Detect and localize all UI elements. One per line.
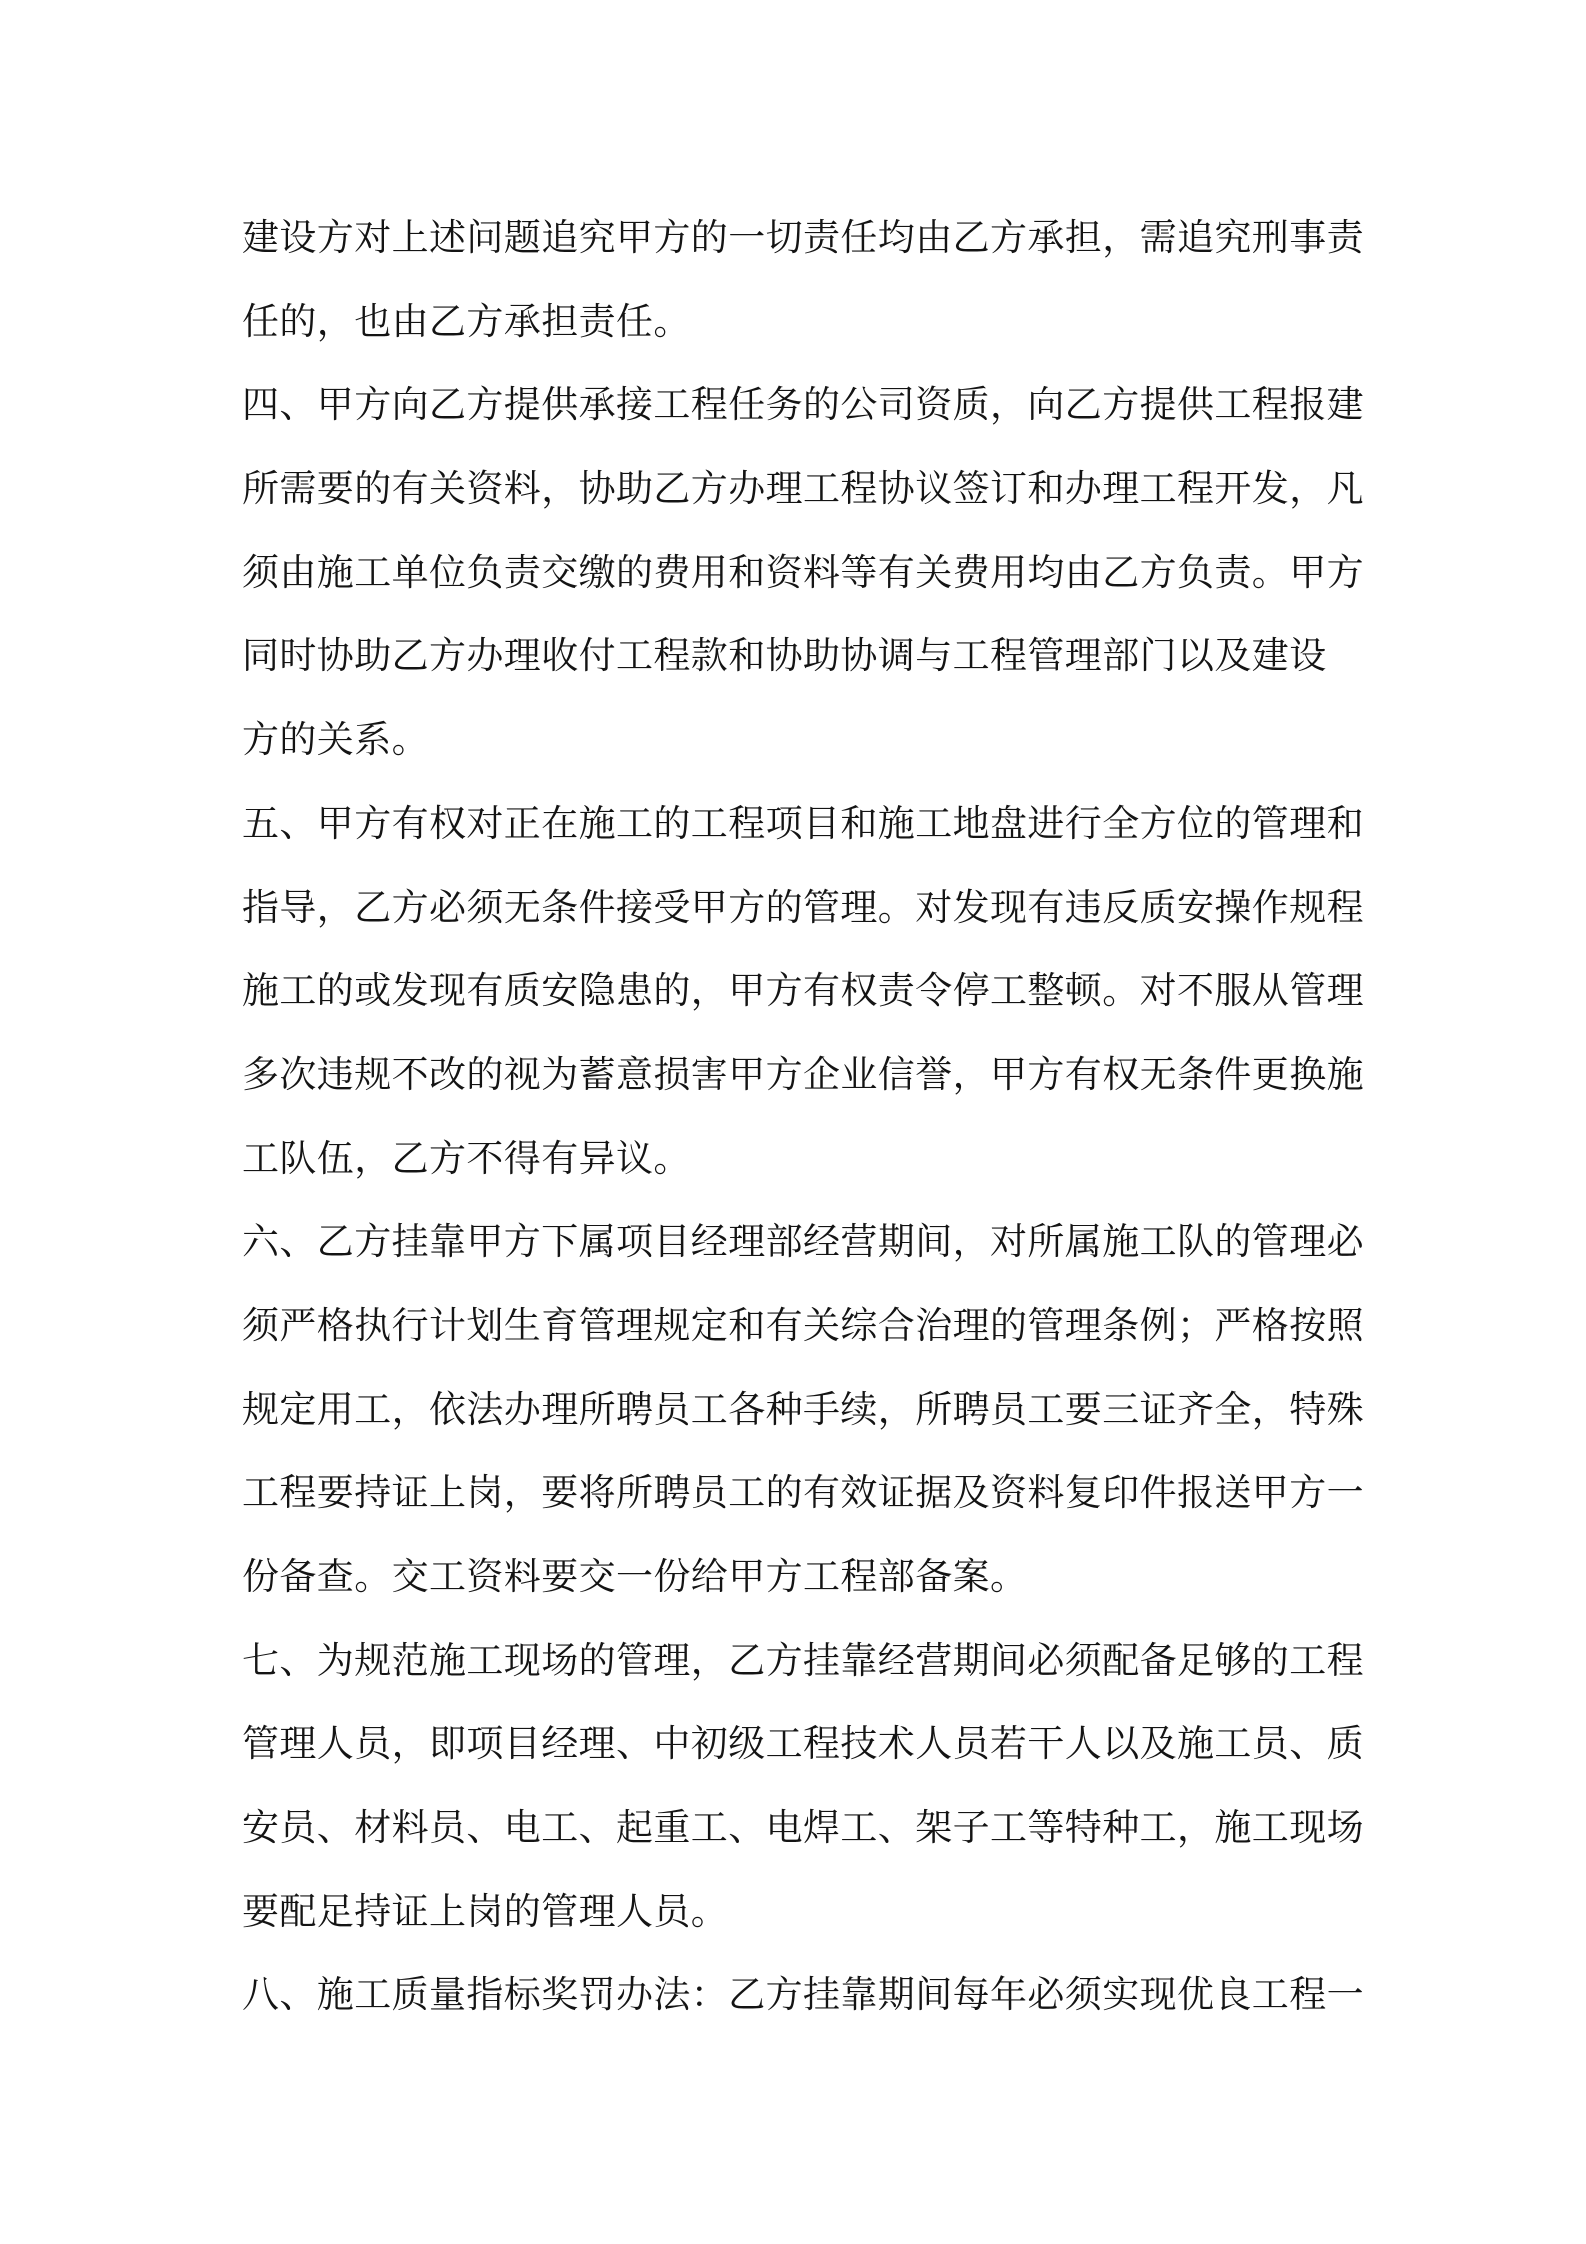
- text-line: 五、甲方有权对正在施工的工程项目和施工地盘进行全方位的管理和: [242, 801, 1364, 845]
- text-line: 方的关系。: [242, 718, 429, 762]
- text-line: 所需要的有关资料，协助乙方办理工程协议签订和办理工程开发，凡: [242, 467, 1364, 511]
- text-line: 工队伍，乙方不得有异议。: [242, 1136, 691, 1180]
- text-line: 工程要持证上岗，要将所聘员工的有效证据及资料复印件报送甲方一: [242, 1471, 1364, 1515]
- text-line: 任的，也由乙方承担责任。: [242, 299, 691, 343]
- text-line: 管理人员，即项目经理、中初级工程技术人员若干人以及施工员、质: [242, 1722, 1364, 1766]
- text-line: 指导，乙方必须无条件接受甲方的管理。对发现有违反质安操作规程: [242, 885, 1364, 929]
- text-line: 八、施工质量指标奖罚办法：乙方挂靠期间每年必须实现优良工程一: [242, 1973, 1364, 2017]
- text-line: 要配足持证上岗的管理人员。: [242, 1889, 729, 1933]
- text-line: 七、为规范施工现场的管理，乙方挂靠经营期间必须配备足够的工程: [242, 1638, 1364, 1682]
- text-line: 规定用工，依法办理所聘员工各种手续，所聘员工要三证齐全，特殊: [242, 1387, 1364, 1431]
- text-line: 建设方对上述问题追究甲方的一切责任均由乙方承担，需追究刑事责: [242, 216, 1364, 259]
- contract-text: [242, 196, 1362, 2037]
- text-line: 须由施工单位负责交缴的费用和资料等有关费用均由乙方负责。甲方: [242, 550, 1364, 594]
- text-line: 同时协助乙方办理收付工程款和协助协调与工程管理部门以及建设: [242, 634, 1327, 678]
- text-line: 多次违规不改的视为蓄意损害甲方企业信誉，甲方有权无条件更换施: [242, 1052, 1364, 1096]
- text-line: 安员、材料员、电工、起重工、电焊工、架子工等特种工，施工现场: [242, 1806, 1364, 1850]
- text-line: 须严格执行计划生育管理规定和有关综合治理的管理条例；严格按照: [242, 1303, 1364, 1347]
- text-line: 施工的或发现有质安隐患的，甲方有权责令停工整顿。对不服从管理: [242, 969, 1364, 1013]
- text-line: 份备查。交工资料要交一份给甲方工程部备案。: [242, 1555, 1028, 1598]
- text-line: 六、乙方挂靠甲方下属项目经理部经营期间，对所属施工队的管理必: [242, 1220, 1364, 1264]
- text-line: 四、甲方向乙方提供承接工程任务的公司资质，向乙方提供工程报建: [242, 383, 1364, 427]
